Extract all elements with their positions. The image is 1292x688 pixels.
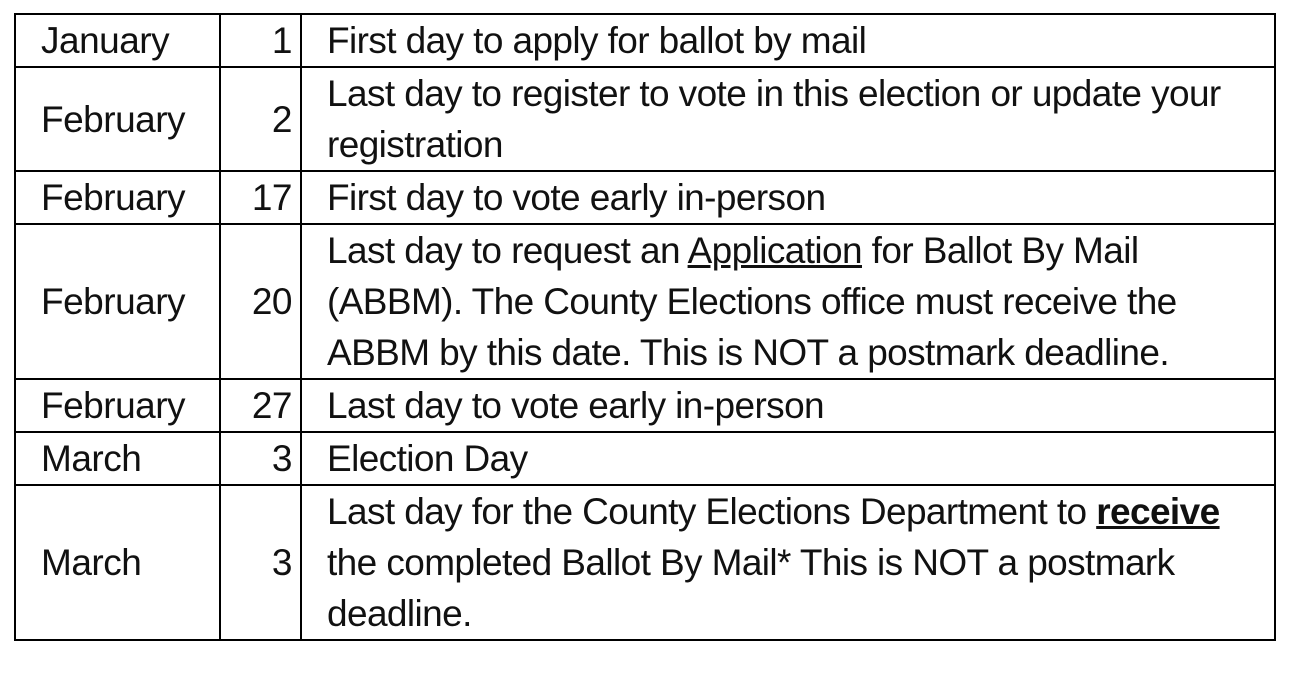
description-cell: First day to apply for ballot by mail [301, 14, 1275, 67]
description-cell: Last day to register to vote in this election or update your registration [301, 67, 1275, 171]
table-row [15, 67, 1275, 171]
description-cell: Election Day [301, 432, 1275, 485]
receive-emphasis-text: receive [1096, 491, 1220, 532]
description-cell: Last day to vote early in-person [301, 379, 1275, 432]
month-cell: February [15, 379, 220, 432]
table-row [15, 379, 1275, 432]
month-cell: January [15, 14, 220, 67]
month-cell: February [15, 224, 220, 379]
table-row [15, 485, 1275, 640]
election-dates-table [14, 13, 1276, 641]
description-cell [301, 485, 1275, 640]
month-cell: March [15, 432, 220, 485]
day-cell: 3 [220, 432, 301, 485]
day-cell: 1 [220, 14, 301, 67]
description-text: Last day to request an [327, 230, 688, 271]
day-cell: 20 [220, 224, 301, 379]
month-cell: March [15, 485, 220, 640]
table-row [15, 432, 1275, 485]
day-cell: 3 [220, 485, 301, 640]
day-cell: 17 [220, 171, 301, 224]
application-underlined-text: Application [687, 230, 862, 271]
table-row [15, 171, 1275, 224]
description-cell: First day to vote early in-person [301, 171, 1275, 224]
day-cell: 27 [220, 379, 301, 432]
month-cell: February [15, 67, 220, 171]
month-cell: February [15, 171, 220, 224]
description-text: for Ballot By Mail (ABBM). The County Elections office must receive the ABBM by this date. This is NOT a postmark deadline. [327, 230, 1177, 373]
description-text: Last day for the County Elections Department to [327, 491, 1097, 532]
description-text: the completed Ballot By Mail* This is NOT a postmark deadline. [327, 542, 1175, 634]
table-row [15, 224, 1275, 379]
day-cell: 2 [220, 67, 301, 171]
description-cell [301, 224, 1275, 379]
table-row [15, 14, 1275, 67]
